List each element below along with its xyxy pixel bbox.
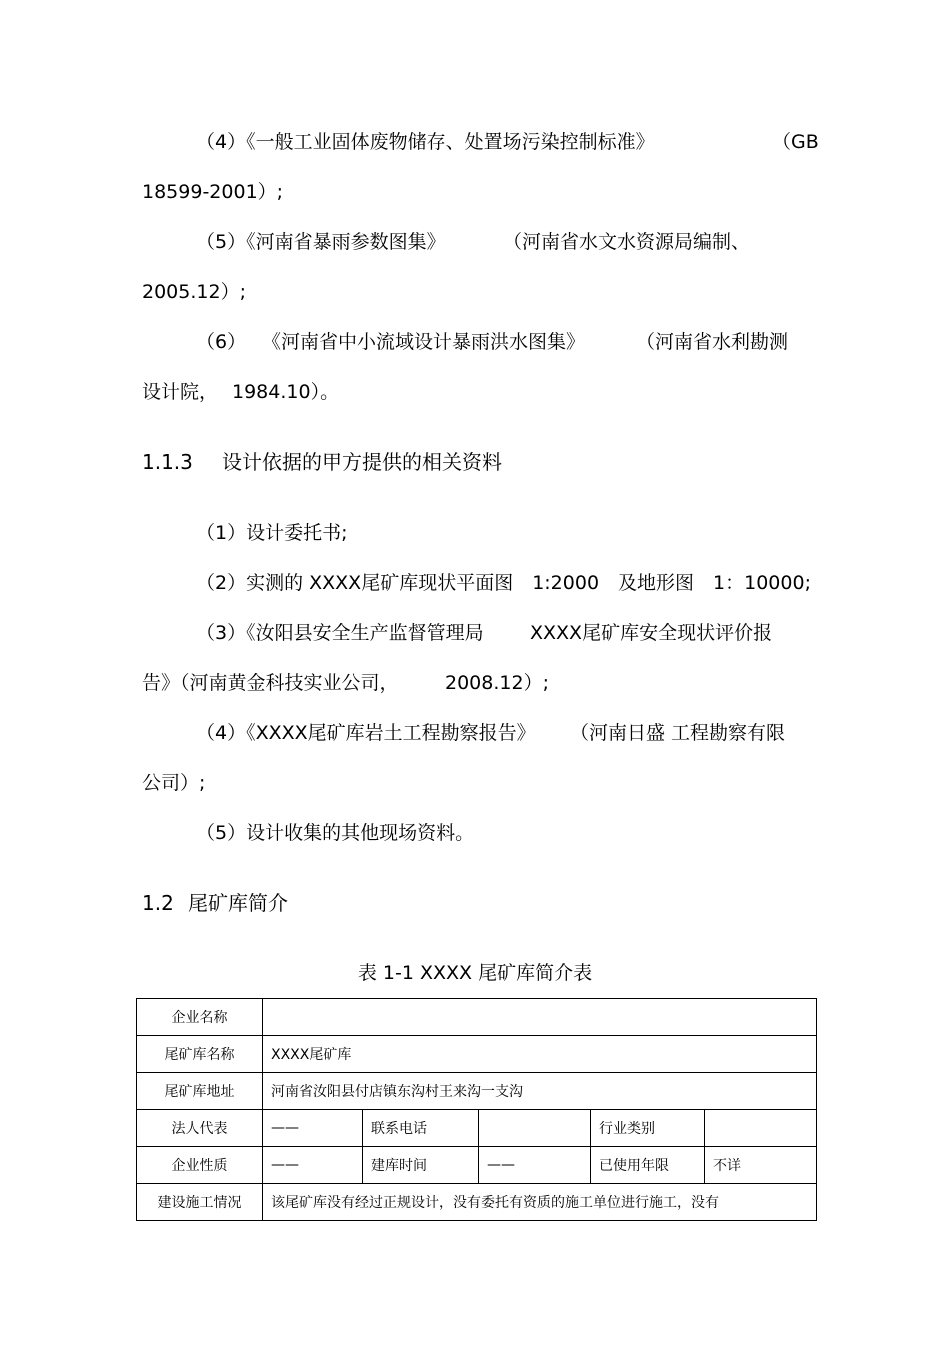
list-item-3-date: 2008.12）; [445, 672, 549, 694]
years-used-label: 已使用年限 [591, 1147, 705, 1184]
table-row [137, 1036, 817, 1073]
industry-label: 行业类别 [591, 1110, 705, 1147]
phone-value [479, 1110, 591, 1147]
paragraph-4-code: 18599-2001）; [142, 181, 284, 203]
enterprise-type-value: —— [263, 1147, 363, 1184]
table-row [137, 1073, 817, 1110]
industry-value [705, 1110, 817, 1147]
tailings-address-label: 尾矿库地址 [137, 1073, 263, 1110]
paragraph-6-source-cont: 设计院， [142, 381, 219, 403]
table-row [137, 999, 817, 1036]
table-caption: 表 1-1 XXXX 尾矿库简介表 [357, 962, 593, 984]
paragraph-6-source: （河南省水利勘测 [636, 331, 789, 353]
section-1-1-3-title: 设计依据的甲方提供的相关资料 [222, 450, 502, 474]
table-row [137, 1110, 817, 1147]
enterprise-type-label: 企业性质 [137, 1147, 263, 1184]
phone-label: 联系电话 [363, 1110, 479, 1147]
enterprise-name-value [263, 999, 817, 1036]
build-time-value: —— [479, 1147, 591, 1184]
paragraph-4-gb: （GB [772, 131, 819, 153]
list-item-4-source-cont: 公司）; [142, 772, 206, 794]
years-used-value: 不详 [705, 1147, 817, 1184]
paragraph-4-text: （4）《一般工业固体废物储存、处置场污染控制标准》 [196, 131, 655, 153]
list-item-1: （1）设计委托书; [196, 522, 348, 544]
list-item-4-text: （4）《XXXX尾矿库岩土工程勘察报告》 [196, 722, 536, 744]
section-1-1-3-number: 1.1.3 [142, 450, 193, 474]
section-1-2-number: 1.2 [142, 891, 174, 915]
list-item-3-title: XXXX尾矿库安全现状评价报 [530, 622, 773, 644]
list-item-5: （5）设计收集的其他现场资料。 [196, 822, 475, 844]
tailings-info-table [136, 998, 817, 1221]
tailings-name-value: XXXX尾矿库 [263, 1036, 817, 1073]
tailings-name-label: 尾矿库名称 [137, 1036, 263, 1073]
list-item-3-source: 告》（河南黄金科技实业公司， [142, 672, 399, 694]
construction-label: 建设施工情况 [137, 1184, 263, 1221]
paragraph-5-date: 2005.12）; [142, 281, 246, 303]
list-item-2: （2）实测的 XXXX尾矿库现状平面图 1:2000 及地形图 1：10000; [196, 572, 811, 594]
section-1-2-title: 尾矿库简介 [188, 891, 288, 915]
paragraph-6-text: 《河南省中小流域设计暴雨洪水图集》 [262, 331, 586, 353]
enterprise-name-label: 企业名称 [137, 999, 263, 1036]
paragraph-5-text: （5）《河南省暴雨参数图集》 [196, 231, 446, 253]
construction-value: 该尾矿库没有经过正规设计，没有委托有资质的施工单位进行施工，没有 [263, 1184, 817, 1221]
list-item-4-source: （河南日盛 工程勘察有限 [570, 722, 786, 744]
list-item-3-text: （3）《汝阳县安全生产监督管理局 [196, 622, 484, 644]
paragraph-5-source: （河南省水文水资源局编制、 [503, 231, 751, 253]
legal-rep-value: —— [263, 1110, 363, 1147]
legal-rep-label: 法人代表 [137, 1110, 263, 1147]
paragraph-6-date: 1984.10）。 [232, 381, 340, 403]
table-row [137, 1184, 817, 1221]
build-time-label: 建库时间 [363, 1147, 479, 1184]
table-row [137, 1147, 817, 1184]
tailings-address-value: 河南省汝阳县付店镇东沟村王来沟一支沟 [263, 1073, 817, 1110]
paragraph-6-number: （6） [196, 331, 247, 353]
